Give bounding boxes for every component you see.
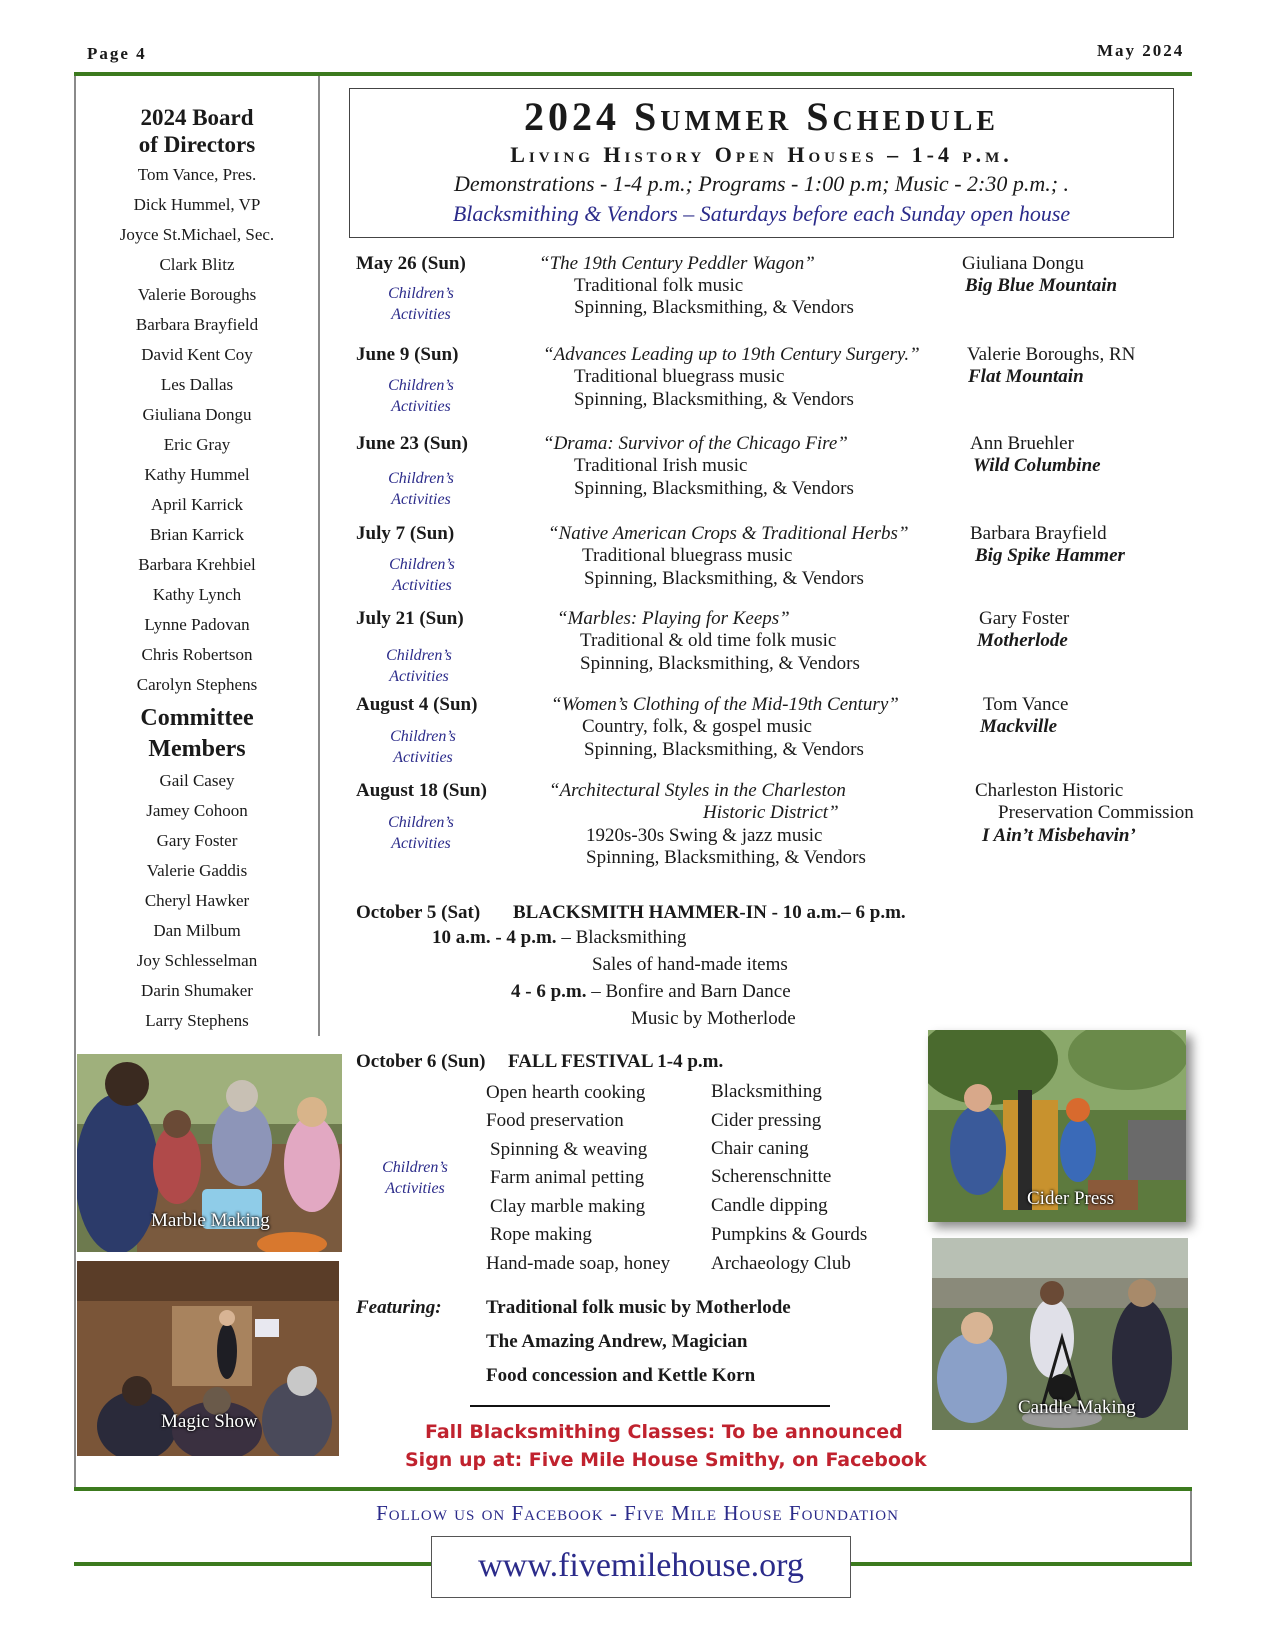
follow-facebook[interactable]: Follow us on Facebook - Five Mile House Foundation	[376, 1501, 899, 1525]
event-presenter: Barbara Brayfield	[970, 523, 1107, 544]
kids-label-1: Children’s	[388, 814, 454, 831]
schedule-title: 2024 Summer Schedule	[524, 94, 999, 139]
board-list	[76, 160, 318, 700]
classes-announcement: Fall Blacksmithing Classes: To be announced	[425, 1421, 903, 1443]
event-title: “Architectural Styles in the Charleston	[549, 780, 846, 801]
marble-making-photo	[77, 1054, 342, 1252]
issue-date: May 2024	[1097, 41, 1185, 60]
event-demo: Spinning, Blacksmithing, & Vendors	[574, 389, 854, 410]
board-member: Brian Karrick	[150, 525, 244, 544]
oct5-title: BLACKSMITH HAMMER-IN - 10 a.m.– 6 p.m.	[513, 902, 906, 923]
kids-label-1: Children’s	[388, 377, 454, 394]
festival-activity: Farm animal petting	[490, 1167, 645, 1188]
committee-member: Joy Schlesselman	[136, 951, 258, 970]
event-title: “Women’s Clothing of the Mid-19th Century”	[551, 694, 899, 715]
event-demo: Spinning, Blacksmithing, & Vendors	[584, 739, 864, 760]
kids-label-2: Activities	[389, 668, 449, 685]
childrens-activities	[366, 468, 476, 510]
sidebar-divider	[318, 76, 320, 1036]
demonstrations-line: Demonstrations - 1-4 p.m.; Programs - 1:00 p.m; Music - 2:30 p.m.; .	[453, 171, 1070, 196]
event-presenter: Tom Vance	[983, 694, 1069, 715]
board-member: Carolyn Stephens	[136, 675, 258, 694]
featuring-label: Featuring:	[356, 1297, 442, 1318]
board-member: Barbara Brayfield	[135, 315, 259, 334]
board-heading-1: 2024 Board	[140, 105, 254, 130]
kids-label-2: Activities	[391, 491, 451, 508]
event-presenter: Ann Bruehler	[970, 433, 1074, 454]
board-member: Barbara Krehbiel	[138, 555, 256, 574]
event-presenter: Charleston Historic	[975, 780, 1124, 801]
childrens-activities	[366, 375, 476, 417]
event-presenter: Gary Foster	[979, 608, 1070, 629]
board-member: Lynne Padovan	[144, 615, 250, 634]
event-date: August 4 (Sun)	[356, 694, 478, 715]
kids-label-2: Activities	[391, 306, 451, 323]
committee-member: Larry Stephens	[145, 1011, 249, 1030]
event-music: Country, folk, & gospel music	[582, 716, 812, 737]
festival-activity: Spinning & weaving	[490, 1139, 648, 1160]
kids-label-1: Children’s	[389, 556, 455, 573]
childrens-activities	[367, 554, 477, 596]
board-member: David Kent Coy	[141, 345, 253, 364]
oct5-date: October 5 (Sat)	[356, 902, 481, 923]
festival-activity: Rope making	[490, 1224, 592, 1245]
event-date: August 18 (Sun)	[356, 780, 487, 801]
featuring-item: The Amazing Andrew, Magician	[486, 1331, 748, 1352]
kids-label-1: Children’s	[390, 728, 456, 745]
sidebar	[76, 104, 318, 1036]
event-title: “Drama: Survivor of the Chicago Fire”	[543, 433, 848, 454]
event-presenter: Giuliana Dongu	[962, 253, 1084, 274]
board-heading-2: of Directors	[138, 132, 256, 157]
oct5-item-2b: Music by Motherlode	[631, 1008, 796, 1029]
kids-label-2: Activities	[393, 749, 453, 766]
oct5-item-2: – Bonfire and Barn Dance	[586, 981, 791, 1002]
schedule-subtitle: Living History Open Houses – 1-4 p.m.	[510, 142, 1013, 167]
festival-activity: Scherenschnitte	[711, 1166, 832, 1187]
cider-press-photo	[928, 1030, 1186, 1222]
event-music: Traditional bluegrass music	[582, 545, 793, 566]
childrens-activities	[366, 283, 476, 325]
candle-making-photo	[932, 1238, 1188, 1430]
committee-member: Jamey Cohoon	[146, 801, 248, 820]
kids-label-1: Children’s	[386, 647, 452, 664]
childrens-activities	[368, 726, 478, 768]
festival-activity: Archaeology Club	[711, 1253, 851, 1274]
event-demo: Spinning, Blacksmithing, & Vendors	[574, 478, 854, 499]
oct5-time-2: 4 - 6 p.m.	[511, 981, 587, 1002]
committee-member: Gary Foster	[156, 831, 238, 850]
event-date: June 9 (Sun)	[356, 344, 459, 365]
footer-rule-top	[74, 1487, 1192, 1491]
event-title: “The 19th Century Peddler Wagon”	[539, 253, 815, 274]
childrens-activities	[360, 1157, 470, 1199]
classes-divider	[470, 1405, 830, 1407]
featuring-item: Traditional folk music by Motherlode	[486, 1297, 791, 1318]
event-demo: Spinning, Blacksmithing, & Vendors	[584, 568, 864, 589]
board-member: Kathy Lynch	[152, 585, 242, 604]
event-music: Traditional bluegrass music	[574, 366, 785, 387]
event-date: May 26 (Sun)	[356, 253, 466, 274]
event-title: “Native American Crops & Traditional Herbs”	[548, 523, 909, 544]
event-band: Mackville	[980, 716, 1058, 737]
candle-making-caption: Candle Making	[1018, 1397, 1136, 1418]
page-number: Page 4	[87, 44, 147, 63]
event-title: “Marbles: Playing for Keeps”	[557, 608, 790, 629]
event-demo: Spinning, Blacksmithing, & Vendors	[586, 847, 866, 868]
event-presenter: Valerie Boroughs, RN	[967, 344, 1136, 365]
event-band: I Ain’t Misbehavin’	[982, 825, 1136, 846]
festival-activity: Blacksmithing	[711, 1081, 822, 1102]
website-link[interactable]: www.fivemilehouse.org	[431, 1536, 851, 1598]
committee-member: Darin Shumaker	[141, 981, 253, 1000]
marble-making-caption: Marble Making	[151, 1210, 270, 1231]
oct6-title: FALL FESTIVAL 1-4 p.m.	[508, 1051, 724, 1072]
kids-label-2: Activities	[391, 835, 451, 852]
childrens-activities	[366, 812, 476, 854]
schedule-header	[349, 88, 1174, 238]
event-music: Traditional & old time folk music	[580, 630, 837, 651]
kids-label-1: Children’s	[388, 285, 454, 302]
event-demo: Spinning, Blacksmithing, & Vendors	[580, 653, 860, 674]
board-member: Giuliana Dongu	[142, 405, 252, 424]
event-title-line-2: Historic District”	[703, 802, 839, 823]
event-band: Big Blue Mountain	[965, 275, 1118, 296]
festival-activity: Cider pressing	[711, 1110, 822, 1131]
event-band: Flat Mountain	[968, 366, 1084, 387]
event-date: July 21 (Sun)	[356, 608, 464, 629]
board-member: Clark Blitz	[159, 255, 235, 274]
cider-press-caption: Cider Press	[1027, 1188, 1115, 1209]
kids-label-2: Activities	[392, 577, 452, 594]
board-member: Dick Hummel, VP	[133, 195, 261, 214]
event-date: June 23 (Sun)	[356, 433, 468, 454]
committee-heading-1: Committee	[140, 705, 254, 731]
festival-activity: Food preservation	[486, 1110, 624, 1131]
magic-show-caption: Magic Show	[161, 1411, 258, 1432]
kids-label-1: Children’s	[382, 1159, 448, 1176]
childrens-activities	[364, 645, 474, 687]
event-music: Traditional Irish music	[574, 455, 748, 476]
event-music: 1920s-30s Swing & jazz music	[586, 825, 823, 846]
magic-show-photo	[77, 1261, 339, 1456]
committee-heading-2: Members	[148, 736, 246, 762]
committee-member: Valerie Gaddis	[146, 861, 248, 880]
event-presenter-line-2: Preservation Commission	[998, 802, 1194, 823]
event-band: Wild Columbine	[973, 455, 1101, 476]
event-demo: Spinning, Blacksmithing, & Vendors	[574, 297, 854, 318]
board-member: Valerie Boroughs	[137, 285, 257, 304]
board-member: Chris Robertson	[141, 645, 253, 664]
festival-activity: Chair caning	[711, 1138, 809, 1159]
event-band: Big Spike Hammer	[975, 545, 1125, 566]
kids-label-2: Activities	[391, 398, 451, 415]
board-member: Joyce St.Michael, Sec.	[119, 225, 275, 244]
oct6-date: October 6 (Sun)	[356, 1051, 486, 1072]
festival-activity: Pumpkins & Gourds	[711, 1224, 868, 1245]
board-member: Eric Gray	[163, 435, 231, 454]
committee-list	[76, 766, 318, 1036]
top-rule	[74, 72, 1192, 76]
oct5-item-1: – Blacksmithing	[556, 927, 687, 948]
event-music: Traditional folk music	[574, 275, 744, 296]
board-member: Les Dallas	[160, 375, 234, 394]
festival-activity: Candle dipping	[711, 1195, 828, 1216]
oct5-item-1b: Sales of hand-made items	[592, 954, 788, 975]
event-band: Motherlode	[977, 630, 1068, 651]
kids-label-2: Activities	[385, 1180, 445, 1197]
committee-member: Cheryl Hawker	[144, 891, 250, 910]
blacksmithing-line: Blacksmithing & Vendors – Saturdays before each Sunday open house	[452, 201, 1071, 226]
event-title: “Advances Leading up to 19th Century Surgery.”	[543, 344, 920, 365]
board-member: Kathy Hummel	[144, 465, 250, 484]
festival-activity: Open hearth cooking	[486, 1082, 646, 1103]
classes-signup: Sign up at: Five Mile House Smithy, on Facebook	[405, 1449, 927, 1471]
festival-activity: Hand-made soap, honey	[486, 1253, 671, 1274]
oct5-time-1: 10 a.m. - 4 p.m.	[432, 927, 557, 948]
festival-activity: Clay marble making	[490, 1196, 646, 1217]
committee-member: Gail Casey	[159, 771, 235, 790]
board-member: Tom Vance, Pres.	[137, 165, 257, 184]
event-date: July 7 (Sun)	[356, 523, 455, 544]
featuring-item: Food concession and Kettle Korn	[486, 1365, 756, 1386]
kids-label-1: Children’s	[388, 470, 454, 487]
committee-member: Dan Milbum	[153, 921, 241, 940]
board-member: April Karrick	[150, 495, 244, 514]
